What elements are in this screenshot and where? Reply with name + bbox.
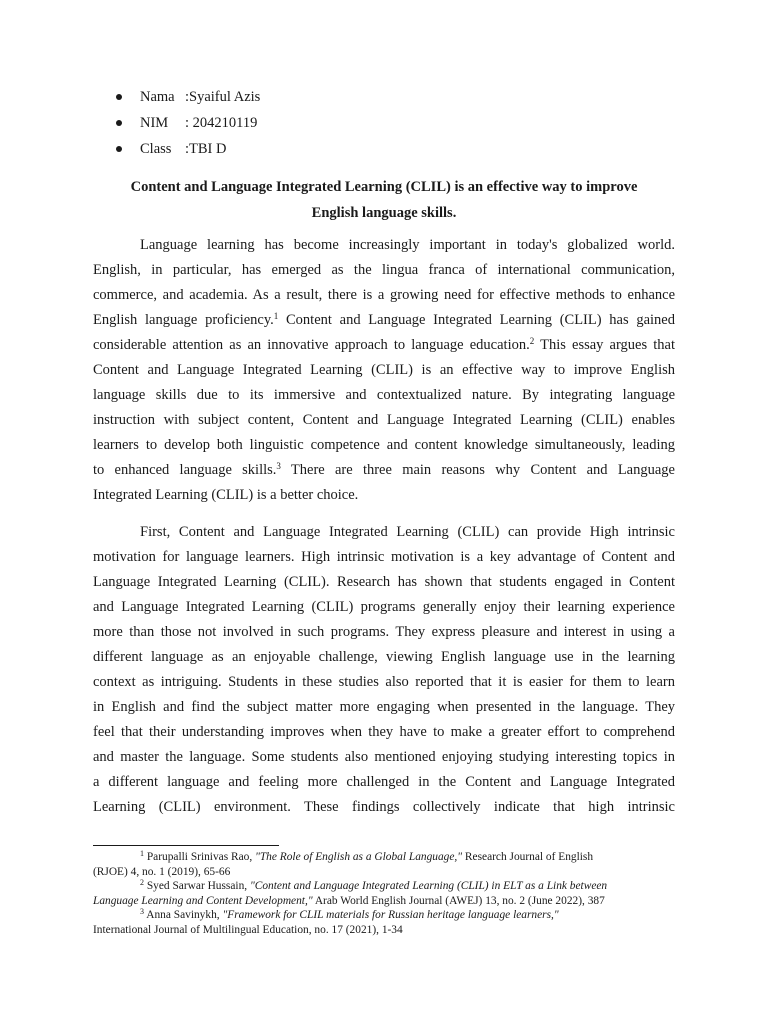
text-line: English language proficiency.$^1$ Content and Language Integrated Learning (CLIL) has gained [93, 311, 675, 328]
text-line: learners to develop both linguistic competence and content knowledge simultaneously, leading [93, 437, 675, 453]
text-line: in English and find the subject matter more engaging when presented in the language. They [93, 699, 675, 715]
footnotes [93, 850, 675, 937]
footnote-line: Language Learning and Content Development," Arab World English Journal (AWEJ) 13, no. 2 (June 2022), 387 [93, 894, 605, 907]
info-label: Class [140, 141, 172, 157]
footnote-line: $^2$ Syed Sarwar Hussain, "Content and Language Integrated Learning (CLIL) in ELT as a Link between [140, 878, 608, 892]
paragraph-intro [93, 233, 675, 508]
text-line: Integrated Learning (CLIL) is a better choice. [93, 487, 359, 503]
text-line: more than those not involved in such programs. They express pleasure and interest in using a [93, 624, 675, 640]
text-line: and Language Integrated Learning (CLIL) programs generally enjoy their learning experience [93, 599, 675, 615]
text-line: considerable attention as an innovative approach to language education.$^2$ This essay argues that [93, 336, 675, 353]
footnote-line: $^3$ Anna Savinykh, "Framework for CLIL materials for Russian heritage language learners," [140, 907, 559, 921]
bullet-icon [116, 146, 122, 152]
bullet-icon [116, 120, 122, 126]
footnote-line: International Journal of Multilingual Education, no. 17 (2021), 1-34 [93, 923, 403, 936]
info-value: :TBI D [185, 141, 227, 157]
text-line: Learning (CLIL) environment. These findings collectively indicate that high intrinsic [93, 799, 675, 815]
footnote-ref: 3 [276, 461, 281, 471]
footnote-separator [93, 845, 279, 846]
paragraph-first-reason [93, 520, 675, 820]
text-line: instruction with subject content, Content and Language Integrated Learning (CLIL) enables [93, 412, 675, 428]
text-line: Language Integrated Learning (CLIL). Research has shown that students engaged in Content [93, 574, 675, 590]
info-label: NIM [140, 115, 169, 131]
info-value: : 204210119 [185, 115, 258, 131]
info-value: :Syaiful Azis [185, 89, 261, 105]
text-line: feel that their understanding improves when they have to make a greater effort to comprehend [93, 724, 675, 740]
text-line: motivation for language learners. High intrinsic motivation is a key advantage of Content and [93, 549, 675, 565]
footnote-ref: 1 [273, 311, 279, 321]
title-line: English language skills. [311, 205, 457, 221]
info-label: Nama [140, 89, 175, 105]
text-line: English, in particular, has emerged as the lingua franca of international communication, [93, 262, 675, 278]
text-line: and master the language. Some students also mentioned enjoying studying interesting topics in [93, 749, 675, 765]
footnote-ref: 2 [529, 336, 535, 346]
text-line: a different language and feeling more challenged in the Content and Language Integrated [93, 774, 675, 790]
text-line: Content and Language Integrated Learning (CLIL) is an effective way to improve English [93, 362, 675, 378]
footnote-number: 3 [140, 907, 144, 916]
text-line: Language learning has become increasingly important in today's globalized world. [140, 237, 675, 253]
footnote-line: $^1$ Parupalli Srinivas Rao, "The Role of English as a Global Language," Research Journal of English [140, 849, 594, 863]
text-line: First, Content and Language Integrated Learning (CLIL) can provide High intrinsic [140, 524, 675, 540]
title-line: Content and Language Integrated Learning (CLIL) is an effective way to improve [130, 179, 638, 195]
text-line: to enhanced language skills.$^3$ There are three main reasons why Content and Language [93, 461, 675, 478]
bullet-icon [116, 94, 122, 100]
footnote-number: 2 [140, 878, 144, 887]
footnote-number: 1 [140, 849, 144, 858]
text-line: commerce, and academia. As a result, there is a growing need for effective methods to enhance [93, 287, 675, 303]
text-line: language skills due to its immersive and contextualized nature. By integrating language [93, 387, 675, 403]
text-line: different language as an enjoyable challenge, viewing English language use in the learning [93, 649, 675, 665]
footnote-line: (RJOE) 4, no. 1 (2019), 65-66 [93, 865, 231, 878]
essay-title [93, 174, 675, 226]
text-line: context as intriguing. Students in these studies also reported that it is easier for them to learn [93, 674, 675, 690]
